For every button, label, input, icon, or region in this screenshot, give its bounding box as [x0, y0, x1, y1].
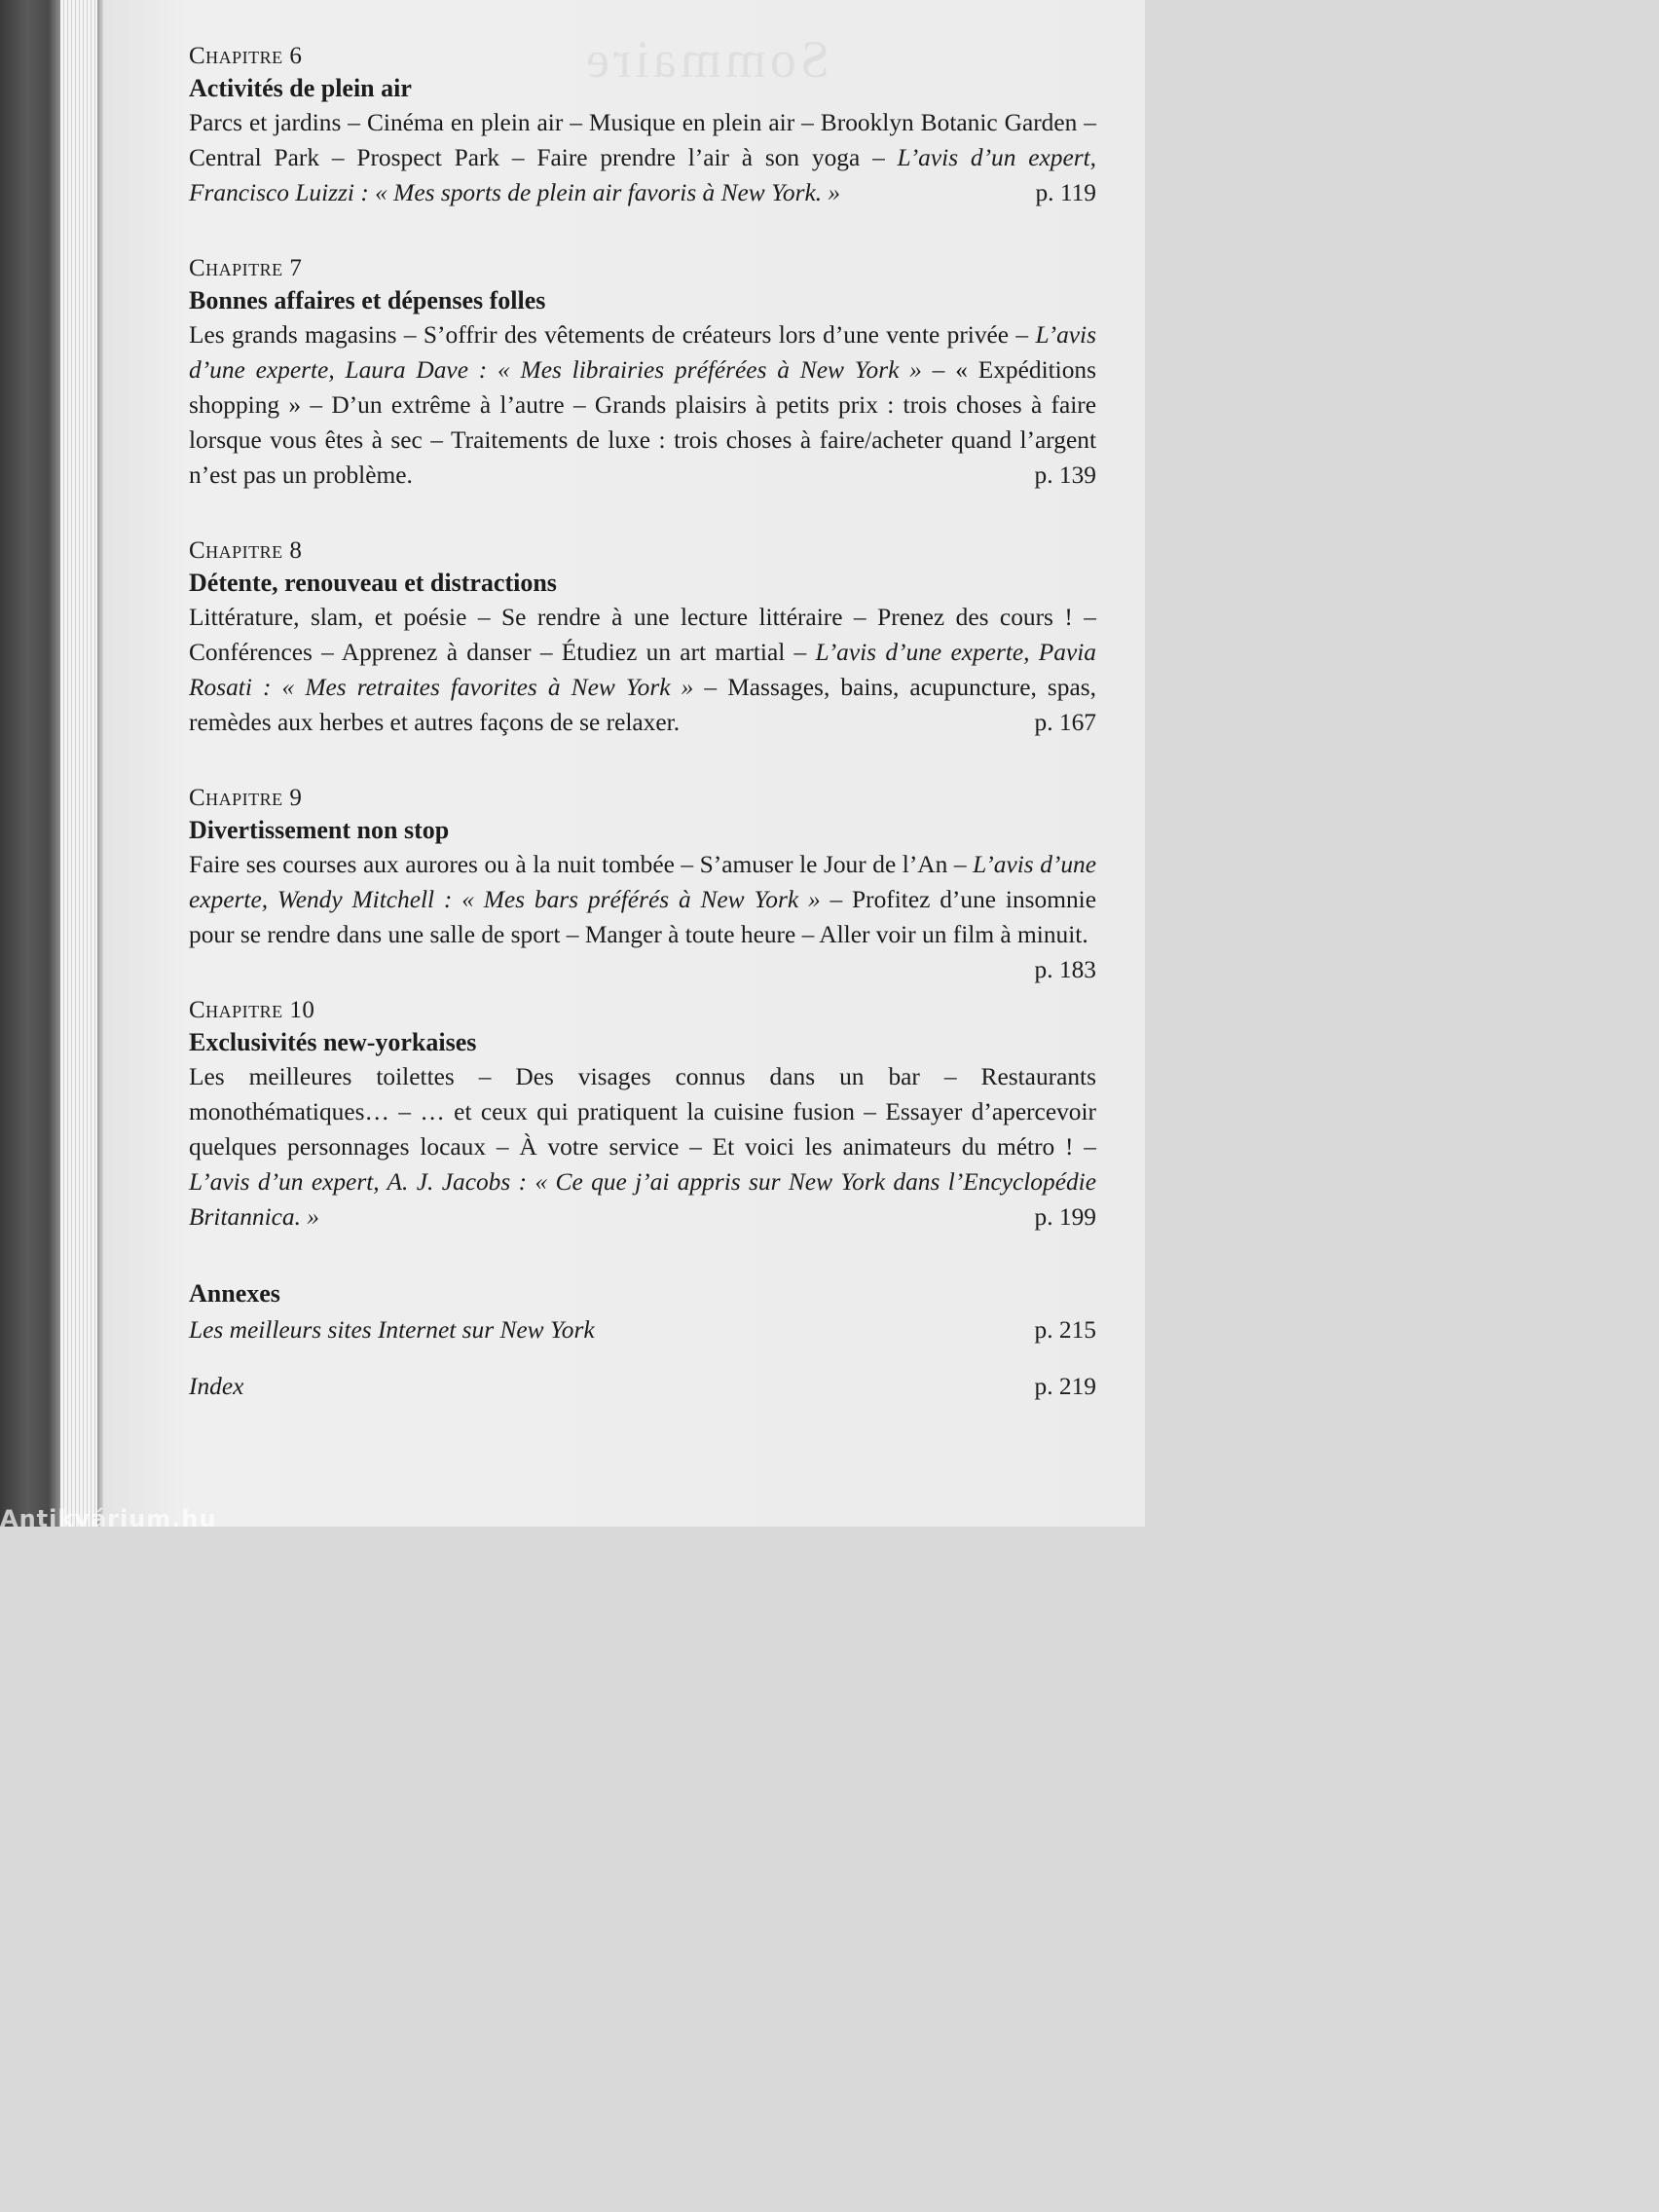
- annex-entry: [189, 1312, 1096, 1347]
- page-number: p. 215: [1034, 1316, 1096, 1344]
- page-number: p. 119: [1035, 179, 1096, 206]
- chapter-description: [189, 600, 1096, 740]
- toc-chapter-8: [189, 535, 1096, 740]
- toc-chapter-9: [189, 783, 1097, 983]
- page-number: p. 219: [1034, 1373, 1096, 1400]
- page-number: p. 183: [1034, 956, 1096, 983]
- chapter-description-text: Les grands magasins – S’offrir des vêtements de créateurs lors d’une vente privée: [189, 321, 1016, 349]
- page-number: p. 167: [1034, 709, 1096, 736]
- expert-advice-text: – L’avis d’un expert, Francisco Luizzi : « Mes sports de plein air favoris à New York. »: [189, 144, 1096, 206]
- chapter-description-tail: – Profitez d’une insomnie pour se rendre dans une salle de sport – Manger à toute heure – Aller voir un film à minuit.: [189, 886, 1096, 948]
- page-number: p. 139: [1034, 461, 1096, 489]
- chapter-description-text: Littérature, slam, et poésie – Se rendre à une lecture littéraire – Prenez des cours ! – Conférences – Apprenez à danser – Étudiez un art martial –: [189, 604, 1096, 666]
- expert-advice-text: L’avis d’une experte, Pavia Rosati : « Mes retraites favorites à New York »: [189, 639, 1097, 701]
- toc-chapter-10: [189, 995, 1096, 1235]
- chapter-description-text: Les meilleures toilettes – Des visages connus dans un bar – Restaurants monothématiques… – … et ceux qui pratiquent la cuisine fusion – Essayer d’apercevoir quelques personnages locaux – À votre service – Et voici les animateurs du métro !: [189, 1063, 1096, 1161]
- show-through-title: Sommaire: [582, 30, 830, 89]
- chapter-description: [189, 847, 1097, 983]
- chapter-title: Activités de plein air: [189, 74, 412, 102]
- annexes-title: Annexes: [189, 1279, 280, 1308]
- expert-advice-text: L’avis d’une experte, Wendy Mitchell : « Mes bars préférés à New York »: [189, 851, 1097, 913]
- index-entry: [189, 1369, 1096, 1404]
- chapter-label: Chapitre 8: [189, 537, 303, 564]
- chapter-title: Exclusivités new-yorkaises: [189, 1028, 477, 1056]
- watermark: Antikvárium.hu: [0, 1505, 217, 1532]
- chapter-title: Bonnes affaires et dépenses folles: [189, 286, 546, 314]
- chapter-description: [189, 105, 1096, 210]
- chapter-label: Chapitre 9: [189, 785, 303, 811]
- toc-annexes: [189, 1277, 1096, 1404]
- expert-advice-text: – L’avis d’un expert, A. J. Jacobs : « Ce que j’ai appris sur New York dans l’Encyclopédie Britannica. »: [189, 1133, 1096, 1231]
- book-edge-shadow: [0, 0, 60, 1527]
- chapter-title: Divertissement non stop: [189, 816, 450, 844]
- index-label: Index: [189, 1373, 244, 1400]
- page-number: p. 199: [1034, 1203, 1096, 1231]
- table-of-contents: [189, 41, 1096, 1404]
- chapter-description: [189, 317, 1096, 493]
- chapter-label: Chapitre 10: [189, 997, 315, 1023]
- expert-advice-text: – L’avis d’une experte, Laura Dave : « Mes librairies préférées à New York »: [189, 321, 1096, 384]
- chapter-description-text: Faire ses courses aux aurores ou à la nuit tombée – S’amuser le Jour de l’An –: [189, 851, 974, 878]
- toc-chapter-7: [189, 253, 1096, 493]
- chapter-description-tail: – « Expéditions shopping » – D’un extrême à l’autre – Grands plaisirs à petits prix : trois choses à faire lorsque vous êtes à sec – Traitements de luxe : trois choses à faire/acheter quand l’argent n’est pas un problème.: [189, 356, 1096, 489]
- chapter-description-text: Parcs et jardins – Cinéma en plein air – Musique en plein air – Brooklyn Botanic Garden – Central Park – Prospect Park – Faire prendre l’air à son yoga: [189, 109, 1096, 171]
- chapter-label: Chapitre 7: [189, 255, 303, 281]
- chapter-description-tail: – Massages, bains, acupuncture, spas, remèdes aux herbes et autres façons de se relaxer.: [189, 674, 1097, 736]
- annex-entry-label: Les meilleurs sites Internet sur New York: [189, 1316, 595, 1344]
- chapter-description: [189, 1059, 1096, 1235]
- toc-chapter-6: [189, 41, 1096, 210]
- chapter-title: Détente, renouveau et distractions: [189, 569, 557, 597]
- chapter-label: Chapitre 6: [189, 43, 303, 69]
